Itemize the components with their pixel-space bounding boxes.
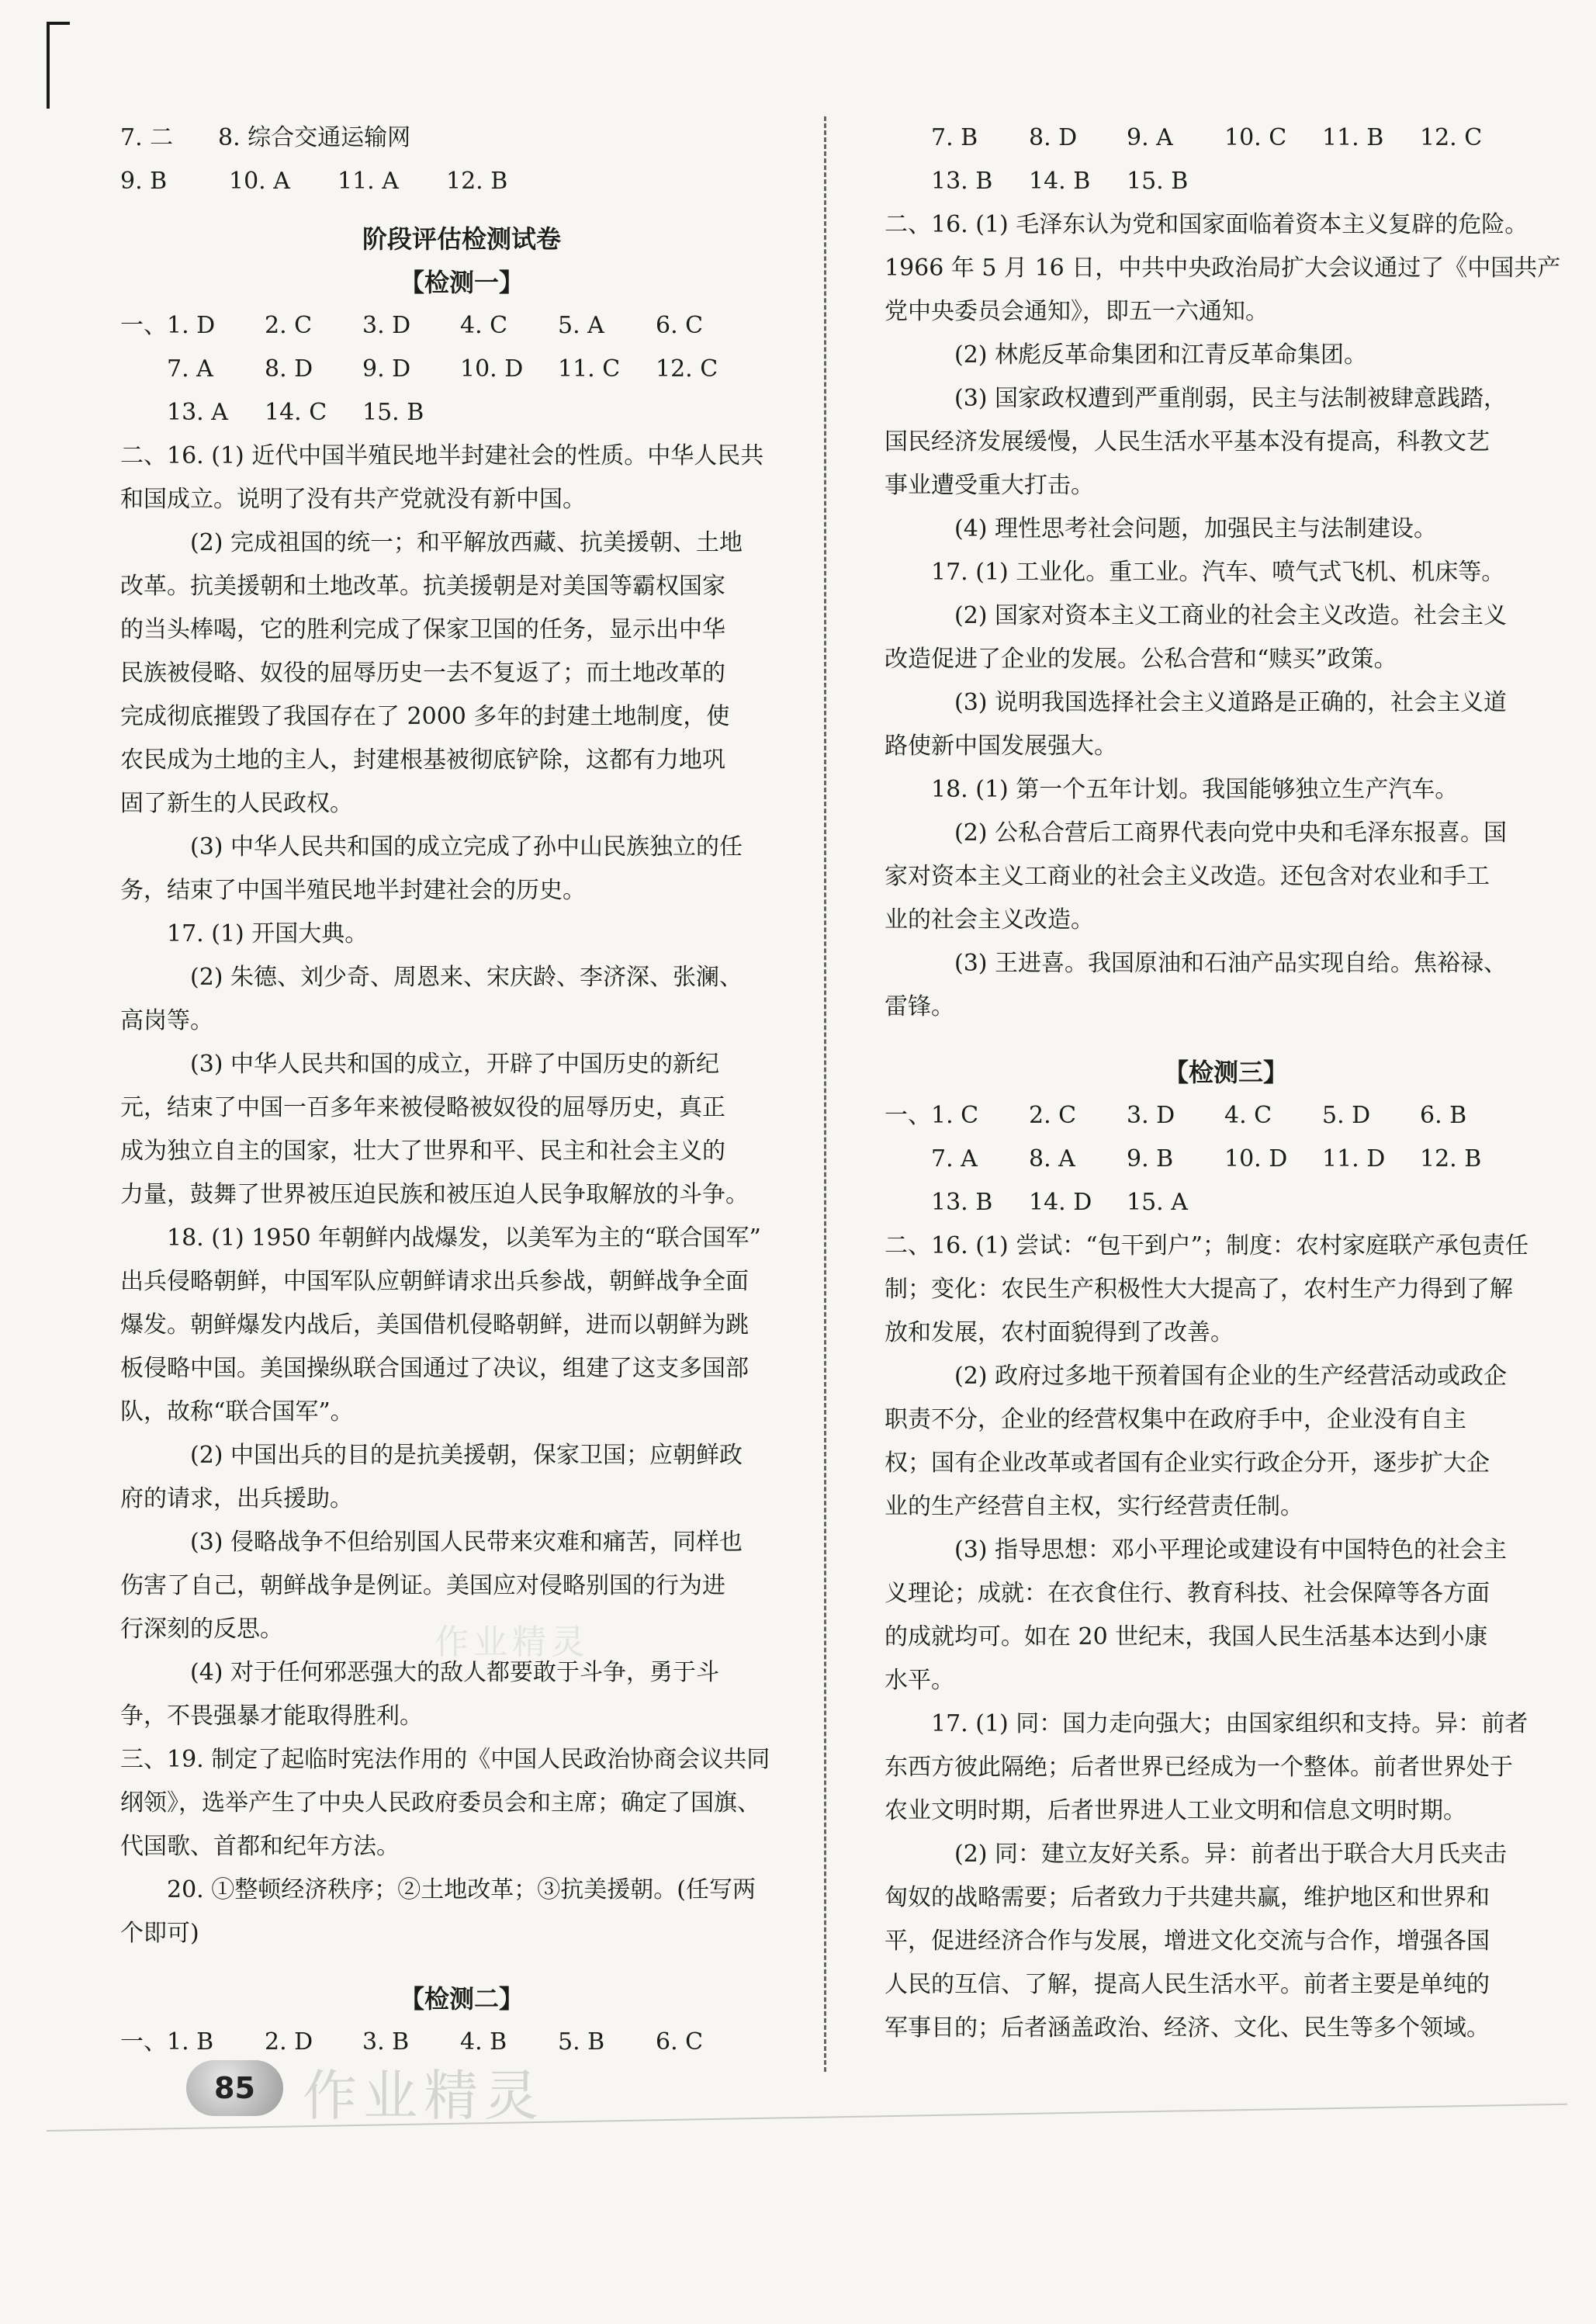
test1-multiple-choice: [120, 304, 803, 435]
corner-mark: [47, 22, 50, 109]
answer-line: 国民经济发展缓慢，人民生活水平基本没有提高，科教文艺: [885, 428, 1490, 455]
answer-line: (2) 完成祖国的统一；和平解放西藏、抗美援朝、土地: [190, 529, 743, 556]
answer-line: (2) 国家对资本主义工商业的社会主义改造。社会主义: [954, 602, 1508, 629]
answer-cell: 12. B: [446, 168, 508, 195]
answer-line: (2) 政府过多地干预着国有企业的生产经营活动或政企: [954, 1363, 1508, 1390]
answer-line: 党中央委员会通知》，即五一六通知。: [885, 298, 1269, 325]
answer-cell: 11. C: [558, 355, 621, 383]
mc-row: [120, 348, 803, 391]
answer-line: 放和发展，农村面貌得到了改善。: [885, 1319, 1234, 1346]
answer-line: 18. (1) 1950 年朝鲜内战爆发，以美军为主的“联合国军”: [167, 1224, 761, 1252]
answer-line: 业的生产经营自主权，实行经营责任制。: [885, 1493, 1303, 1520]
answer-line: 元，结束了中国一百多年来被侵略被奴役的屈辱历史，真正: [120, 1094, 725, 1121]
answer-line: (4) 理性思考社会问题，加强民主与法制建设。: [954, 515, 1438, 542]
answer-cell: 9. B: [120, 168, 168, 195]
test2-heading: 【检测二】: [399, 1984, 524, 2014]
answer-cell: 7. A: [931, 1145, 978, 1172]
answer-line: 水平。: [885, 1667, 954, 1694]
answer-cell: 9. B: [1127, 1145, 1174, 1172]
answer-line: 固了新生的人民政权。: [120, 790, 353, 817]
answer-cell: 12. C: [1420, 124, 1483, 151]
answer-cell: 8. A: [1029, 1145, 1075, 1172]
intro-line-2: [120, 160, 803, 203]
watermark-bottom: 作业精灵: [303, 2064, 545, 2128]
answer-line: 军事目的；后者涵盖政治、经济、文化、民生等多个领域。: [885, 2014, 1490, 2042]
answer-cell: 13. A: [167, 399, 228, 426]
answer-cell: 5. A: [558, 312, 604, 339]
answer-cell: 10. C: [1224, 124, 1287, 151]
answer-cell: 14. C: [265, 399, 327, 426]
test3-multiple-choice: [885, 1094, 1567, 1224]
mc-row: [885, 1094, 1567, 1138]
answer-line: (2) 朱德、刘少奇、周恩来、宋庆龄、李济深、张澜、: [190, 964, 743, 991]
answer-cell: 1. C: [931, 1102, 979, 1129]
answer-line: (3) 王进喜。我国原油和石油产品实现自给。焦裕禄、: [954, 950, 1508, 977]
answer-cell: 3. D: [362, 312, 411, 339]
answer-line: 义理论；成就：在衣食住行、教育科技、社会保障等各方面: [885, 1580, 1490, 1607]
page-number-badge: 85: [186, 2060, 283, 2116]
section-title: 阶段评估检测试卷: [362, 224, 561, 254]
answer-line: (2) 同：建立友好关系。异：前者出于联合大月氏夹击: [954, 1841, 1508, 1868]
answer-line: (4) 对于任何邪恶强大的敌人都要敢于斗争，勇于斗: [190, 1659, 720, 1686]
answer-line: 务，结束了中国半殖民地半封建社会的历史。: [120, 877, 586, 904]
answer-line: 平，促进经济合作与发展，增进文化交流与合作，增强各国: [885, 1927, 1490, 1955]
answer-line: 东西方彼此隔绝；后者世界已经成为一个整体。前者世界处于: [885, 1754, 1513, 1781]
answer-cell: 15. B: [362, 399, 424, 426]
answer-line: 代国歌、首都和纪年方法。: [120, 1833, 400, 1860]
answer-line: (3) 指导思想：邓小平理论或建设有中国特色的社会主: [954, 1536, 1508, 1564]
answer-line: 纲领》，选举产生了中央人民政府委员会和主席；确定了国旗、: [120, 1789, 760, 1817]
answer-line: 二、16. (1) 尝试：“包干到户”；制度：农村家庭联产承包责任: [885, 1232, 1528, 1259]
answer-cell: 6. C: [656, 312, 704, 339]
answer-cell: 2. D: [265, 2028, 313, 2056]
mc-row: [885, 116, 1567, 160]
answer-cell: 4. C: [460, 312, 508, 339]
answer-line: 20. ①整顿经济秩序；②土地改革；③抗美援朝。(任写两: [167, 1876, 756, 1903]
answer-cell: 1. B: [167, 2028, 214, 2056]
answer-cell: 7. B: [931, 124, 978, 151]
answer-line: 伤害了自己，朝鲜战争是例证。美国应对侵略别国的行为进: [120, 1572, 725, 1599]
test2-mc-continued: [885, 116, 1567, 203]
test3-heading: 【检测三】: [1163, 1058, 1288, 1087]
mc-row: [120, 304, 803, 348]
answer-line: 权；国有企业改革或者国有企业实行政企分开，逐步扩大企: [885, 1449, 1490, 1477]
left-column: [120, 116, 803, 2064]
watermark-mid: 作业精灵: [434, 1623, 590, 1662]
answer-cell: 5. B: [558, 2028, 605, 2056]
answer-cell: 11. A: [338, 168, 399, 195]
answer-cell: 3. D: [1127, 1102, 1175, 1129]
answer-line: (2) 中国出兵的目的是抗美援朝，保家卫国；应朝鲜政: [190, 1442, 743, 1469]
answer-cell: 12. B: [1420, 1145, 1482, 1172]
test2-answers: [885, 203, 1567, 1029]
answer-cell: 6. B: [1420, 1102, 1467, 1129]
answer-cell: 13. B: [931, 168, 993, 195]
answer-cell: 13. B: [931, 1189, 993, 1216]
intro-line-1: [120, 116, 803, 160]
right-column: [885, 116, 1567, 2050]
answer-cell: 6. C: [656, 2028, 704, 2056]
answer-line: 板侵略中国。美国操纵联合国通过了决议，组建了这支多国部: [120, 1355, 749, 1382]
test1-answers: [120, 435, 803, 1955]
answer-line: 队，故称“联合国军”。: [120, 1398, 354, 1425]
answer-line: 农民成为土地的主人，封建根基被彻底铲除，这都有力地巩: [120, 746, 725, 774]
answer-cell: 14. B: [1029, 168, 1091, 195]
answer-cell: 10. A: [229, 168, 290, 195]
answer-cell: 12. C: [656, 355, 718, 383]
answer-cell: 11. B: [1322, 124, 1384, 151]
answer-line: 匈奴的战略需要；后者致力于共建共赢，维护地区和世界和: [885, 1884, 1490, 1911]
answer-cell: 10. D: [1224, 1145, 1288, 1172]
answer-line: 高岗等。: [120, 1007, 213, 1034]
answer-line: 二、16. (1) 近代中国半殖民地半封建社会的性质。中华人民共: [120, 442, 764, 469]
answer-cell: 11. D: [1322, 1145, 1386, 1172]
answer-cell: 9. D: [362, 355, 411, 383]
answer-line: 的当头棒喝，它的胜利完成了保家卫国的任务，显示出中华: [120, 616, 725, 643]
answer-line: (2) 林彪反革命集团和江青反革命集团。: [954, 341, 1368, 369]
answer-cell: 5. D: [1322, 1102, 1371, 1129]
answer-cell: 3. B: [362, 2028, 410, 2056]
answer-line: 的成就均可。如在 20 世纪末，我国人民生活基本达到小康: [885, 1623, 1488, 1650]
answer-cell: 15. B: [1127, 168, 1189, 195]
mc-row: [885, 1181, 1567, 1224]
answer-line: 农业文明时期，后者世界进人工业文明和信息文明时期。: [885, 1797, 1466, 1824]
mc-prefix: 一、: [120, 2028, 167, 2056]
test3-answers: [885, 1224, 1567, 2050]
answer-line: 路使新中国发展强大。: [885, 733, 1117, 760]
answer-line: 争，不畏强暴才能取得胜利。: [120, 1702, 423, 1730]
answer-line: 1966 年 5 月 16 日，中共中央政治局扩大会议通过了《中国共产: [885, 255, 1561, 282]
answer-cell: 9. A: [1127, 124, 1173, 151]
answer-line: 18. (1) 第一个五年计划。我国能够独立生产汽车。: [931, 776, 1459, 803]
answer-line: (3) 中华人民共和国的成立完成了孙中山民族独立的任: [190, 833, 743, 861]
answer-line: 完成彻底摧毁了我国存在了 2000 多年的封建土地制度，使: [120, 703, 730, 730]
answer-cell: 14. D: [1029, 1189, 1092, 1216]
answer-line: 17. (1) 工业化。重工业。汽车、喷气式飞机、机床等。: [931, 559, 1505, 586]
mc-row: [885, 160, 1567, 203]
answer-line: 人民的互信、了解，提高人民生活水平。前者主要是单纯的: [885, 1971, 1490, 1998]
answer-line: (2) 公私合营后工商界代表向党中央和毛泽东报喜。国: [954, 819, 1508, 847]
answer-line: 府的请求，出兵援助。: [120, 1485, 353, 1512]
answer-line: 个即可): [120, 1920, 199, 1947]
answer-line: 家对资本主义工商业的社会主义改造。还包含对农业和手工: [885, 863, 1490, 890]
answer-line: 二、16. (1) 毛泽东认为党和国家面临着资本主义复辟的危险。: [885, 211, 1528, 238]
answer-cell: 8. 综合交通运输网: [218, 124, 411, 151]
answer-cell: 1. D: [167, 312, 216, 339]
answer-line: 三、19. 制定了起临时宪法作用的《中国人民政治协商会议共同: [120, 1746, 770, 1773]
answer-line: (3) 国家政权遭到严重削弱，民主与法制被肆意践踏，: [954, 385, 1508, 412]
answer-line: (3) 中华人民共和国的成立，开辟了中国历史的新纪: [190, 1051, 720, 1078]
answer-cell: 4. C: [1224, 1102, 1272, 1129]
answer-line: 成为独立自主的国家，壮大了世界和平、民主和社会主义的: [120, 1138, 725, 1165]
answer-line: 民族被侵略、奴役的屈辱历史一去不复返了；而土地改革的: [120, 660, 725, 687]
answer-cell: 8. D: [265, 355, 313, 383]
answer-line: (3) 说明我国选择社会主义道路是正确的，社会主义道: [954, 689, 1508, 716]
answer-line: 力量，鼓舞了世界被压迫民族和被压迫人民争取解放的斗争。: [120, 1181, 749, 1208]
answer-line: 爆发。朝鲜爆发内战后，美国借机侵略朝鲜，进而以朝鲜为跳: [120, 1311, 749, 1339]
mc-row: [885, 1138, 1567, 1181]
answer-line: (3) 侵略战争不但给别国人民带来灾难和痛苦，同样也: [190, 1529, 743, 1556]
answer-line: 事业遭受重大打击。: [885, 472, 1094, 499]
answer-line: 职责不分，企业的经营权集中在政府手中，企业没有自主: [885, 1406, 1466, 1433]
answer-line: 行深刻的反思。: [120, 1616, 283, 1643]
answer-line: 改革。抗美援朝和土地改革。抗美援朝是对美国等霸权国家: [120, 573, 725, 600]
test1-heading: 【检测一】: [399, 268, 524, 297]
answer-cell: 8. D: [1029, 124, 1078, 151]
answer-cell: 7. 二: [120, 124, 174, 151]
answer-cell: 4. B: [460, 2028, 507, 2056]
answer-line: 和国成立。说明了没有共产党就没有新中国。: [120, 486, 586, 513]
answer-cell: 7. A: [167, 355, 213, 383]
mc-prefix: 一、: [885, 1102, 931, 1129]
answer-cell: 2. C: [1029, 1102, 1077, 1129]
answer-line: 改造促进了企业的发展。公私合营和“赎买”政策。: [885, 646, 1397, 673]
answer-line: 业的社会主义改造。: [885, 906, 1094, 933]
mc-row: [120, 391, 803, 435]
corner-mark-top: [47, 22, 70, 25]
answer-line: 17. (1) 开国大典。: [167, 920, 369, 947]
answer-line: 出兵侵略朝鲜，中国军队应朝鲜请求出兵参战，朝鲜战争全面: [120, 1268, 749, 1295]
answer-line: 雷锋。: [885, 993, 954, 1020]
answer-line: 17. (1) 同：国力走向强大；由国家组织和支持。异：前者: [931, 1710, 1528, 1737]
answer-cell: 10. D: [460, 355, 524, 383]
answer-cell: 15. A: [1127, 1189, 1188, 1216]
answer-line: 制；变化：农民生产积极性大大提高了，农村生产力得到了解: [885, 1276, 1513, 1303]
answer-cell: 2. C: [265, 312, 313, 339]
column-divider: [824, 116, 826, 2072]
mc-prefix: 一、: [120, 312, 167, 339]
